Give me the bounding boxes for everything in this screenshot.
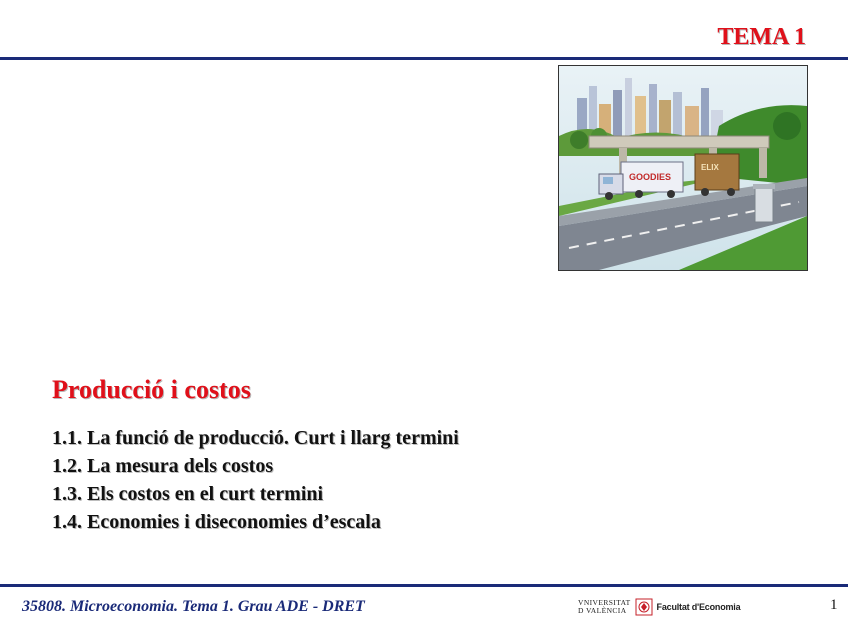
topic-item: 1.3. Els costos en el curt termini (52, 483, 324, 505)
slide-main-title: Producció i costos (52, 375, 251, 404)
footer-course-text: 35808. Microeconomia. Tema 1. Grau ADE - DRET (22, 598, 365, 615)
highway-trucks-illustration (558, 65, 808, 271)
topic-item: 1.2. La mesura dels costos (52, 455, 274, 477)
topic-item: 1.1. La funció de producció. Curt i llarg termini (52, 427, 459, 449)
topic-list (52, 424, 459, 536)
university-name (578, 599, 631, 615)
university-logo (578, 596, 740, 618)
svg-text:ELIX: ELIX (701, 163, 719, 172)
university-name-line2: D VALÈNCIA (578, 606, 627, 615)
page-number: 1 (830, 597, 838, 613)
slide-header-title: TEMA 1 (717, 24, 806, 50)
university-seal-icon (635, 598, 653, 616)
footer-divider (0, 584, 848, 587)
topic-item: 1.4. Economies i diseconomies d’escala (52, 511, 381, 533)
university-name-line1: VNIVERSITAT (578, 598, 631, 607)
faculty-name: Facultat d'Economia (656, 602, 741, 612)
svg-text:GOODIES: GOODIES (629, 172, 672, 182)
header-divider (0, 57, 848, 60)
